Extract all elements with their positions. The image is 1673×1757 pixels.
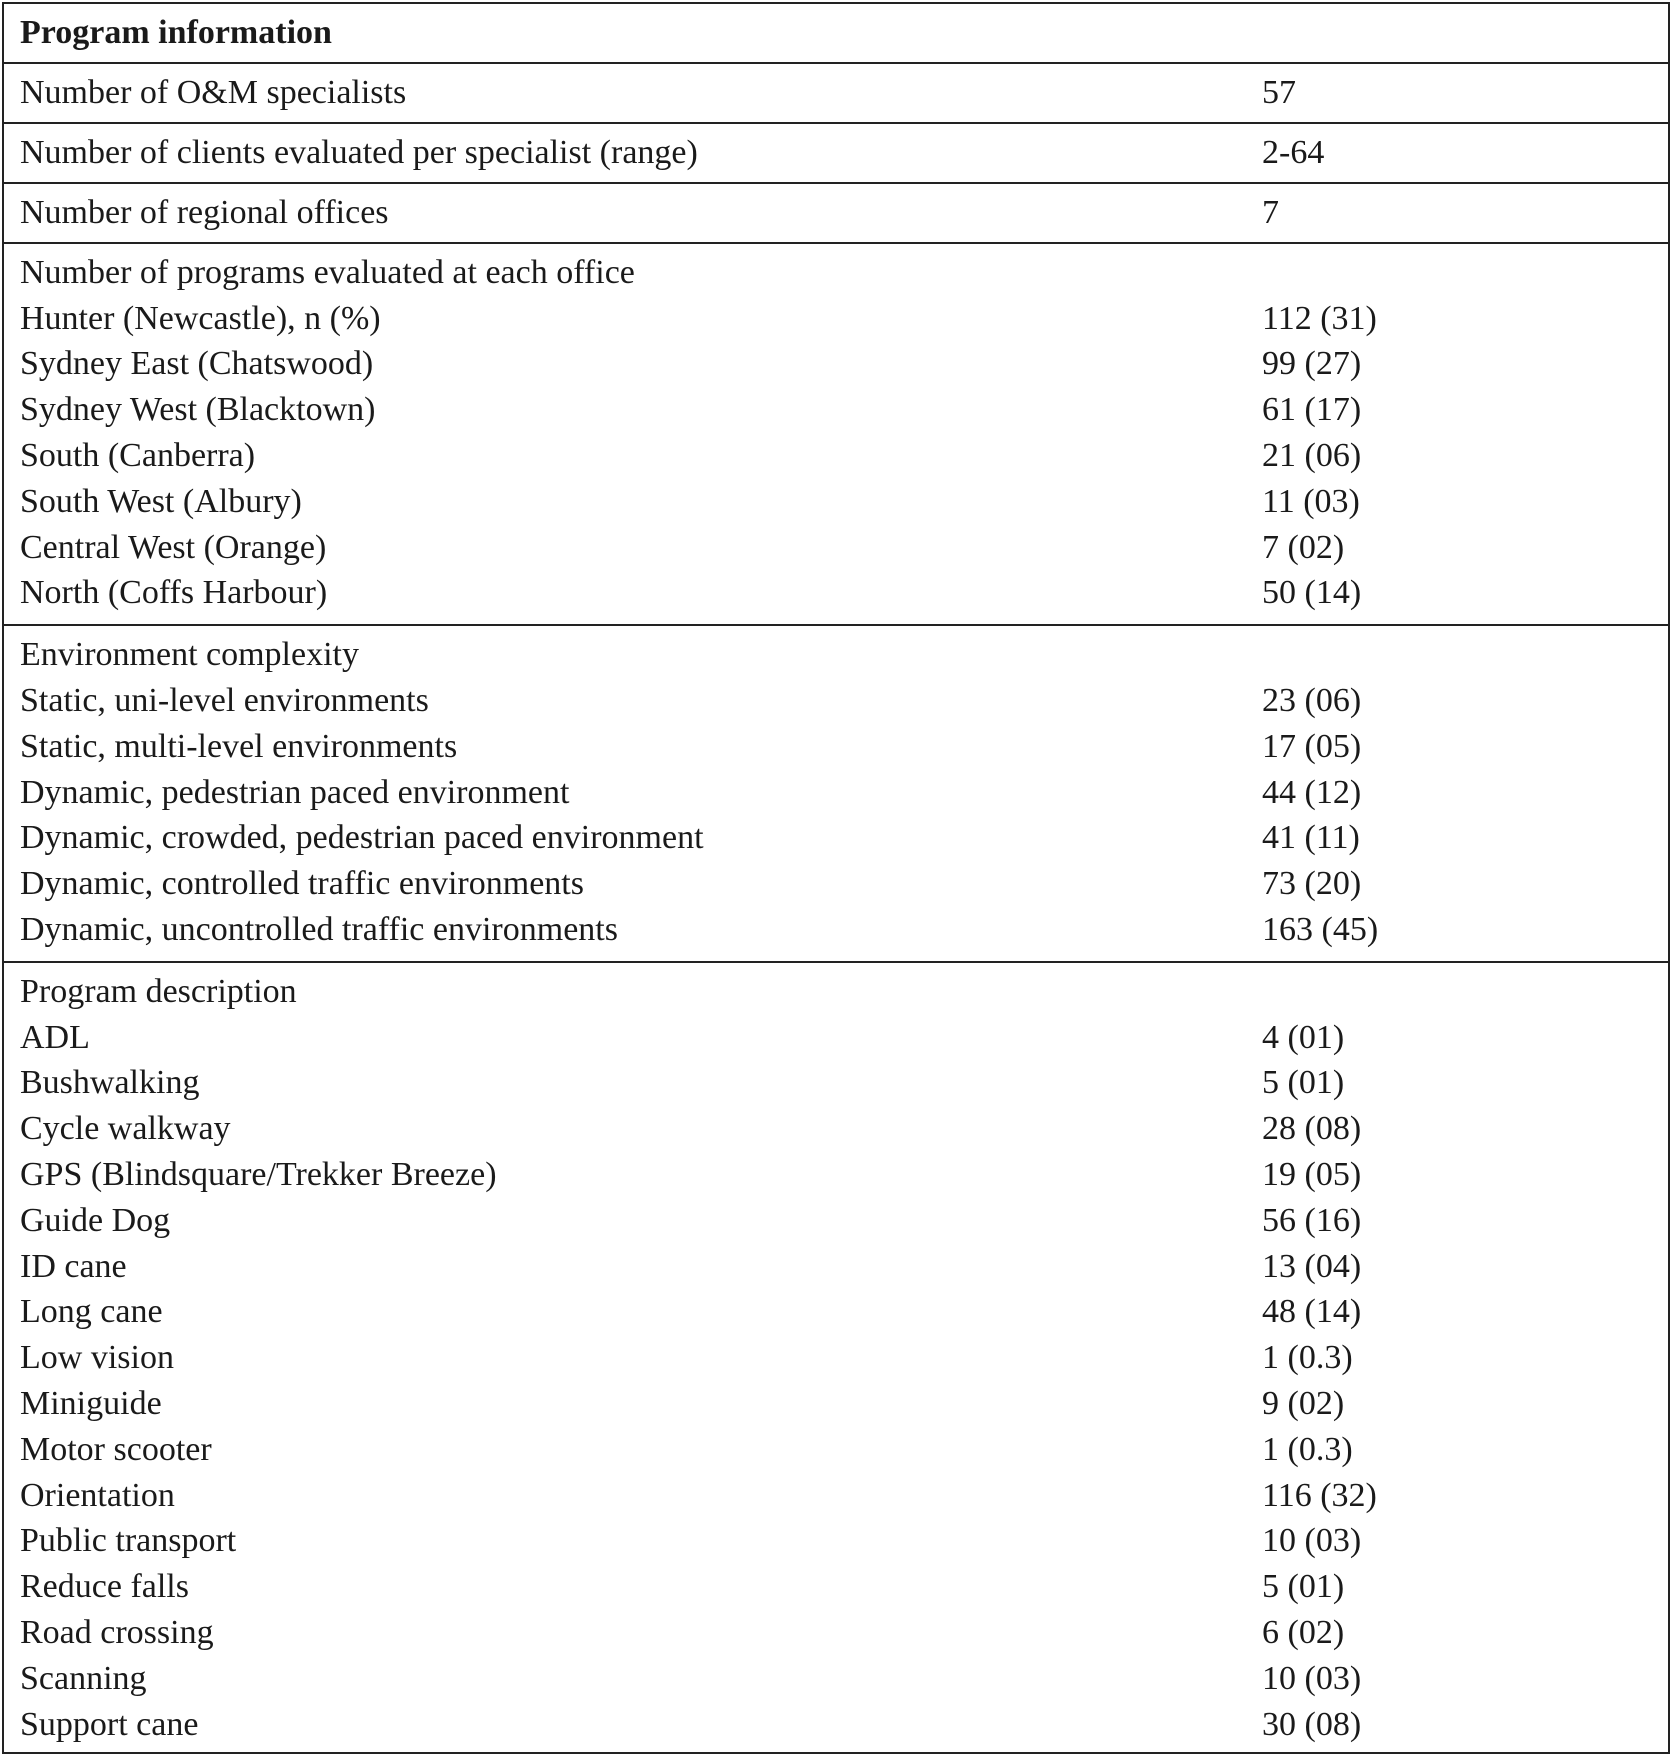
row-label: Guide Dog	[20, 1201, 171, 1239]
row-value: 116 (32)	[1262, 1476, 1377, 1514]
table-row	[20, 1519, 1668, 1565]
group-title-row	[20, 969, 1668, 1015]
row-label: Central West (Orange)	[20, 528, 327, 566]
row-label: Dynamic, uncontrolled traffic environments	[20, 911, 618, 949]
table-row	[20, 816, 1668, 862]
row-label: ADL	[20, 1018, 90, 1056]
row-value: 163 (45)	[1262, 911, 1379, 949]
row-value: 30 (08)	[1262, 1705, 1362, 1743]
row-content	[20, 184, 1668, 242]
table-row	[20, 1015, 1668, 1061]
row-value: 1 (0.3)	[1262, 1339, 1353, 1377]
row-label: Public transport	[20, 1522, 237, 1560]
row-value: 4 (01)	[1262, 1018, 1345, 1056]
table-row	[4, 184, 1668, 244]
row-label: Sydney West (Blacktown)	[20, 391, 376, 429]
row-value: 28 (08)	[1262, 1110, 1362, 1148]
table-header-title: Program information	[20, 14, 332, 51]
row-label: Static, uni-level environments	[20, 682, 429, 720]
row-label: Dynamic, crowded, pedestrian paced environment	[20, 819, 704, 857]
row-label: Sydney East (Chatswood)	[20, 345, 374, 383]
header-row	[20, 4, 1668, 62]
row-label: Hunter (Newcastle), n (%)	[20, 299, 381, 337]
row-label: Long cane	[20, 1293, 163, 1331]
row-label: Static, multi-level environments	[20, 727, 458, 765]
row-value: 50 (14)	[1262, 574, 1362, 612]
row-value: 21 (06)	[1262, 437, 1362, 475]
table-row	[20, 1152, 1668, 1198]
table-row	[20, 479, 1668, 525]
row-value: 99 (27)	[1262, 345, 1362, 383]
row-value: 5 (01)	[1262, 1568, 1345, 1606]
table-row	[20, 1473, 1668, 1519]
row-value: 17 (05)	[1262, 727, 1362, 765]
table-row	[20, 296, 1668, 342]
table-row	[4, 64, 1668, 124]
row-label: Road crossing	[20, 1614, 214, 1651]
row-value: 112 (31)	[1262, 299, 1377, 337]
row-value: 10 (03)	[1262, 1522, 1362, 1560]
table-row	[20, 1290, 1668, 1336]
table-row	[20, 387, 1668, 433]
row-value: 5 (01)	[1262, 1064, 1345, 1102]
row-label: Number of O&M specialists	[20, 74, 407, 111]
table-row	[20, 1564, 1668, 1610]
row-content	[20, 124, 1668, 182]
row-value: 9 (02)	[1262, 1385, 1345, 1423]
row-value: 56 (16)	[1262, 1201, 1362, 1239]
row-value: 48 (14)	[1262, 1293, 1362, 1331]
table-row	[20, 1061, 1668, 1107]
group-title-row	[20, 250, 1668, 296]
row-label: Motor scooter	[20, 1430, 212, 1468]
row-value: 10 (03)	[1262, 1659, 1362, 1697]
table-row	[20, 907, 1668, 953]
table-group	[4, 963, 1668, 1756]
group-title: Program description	[20, 972, 297, 1010]
table-row	[20, 1244, 1668, 1290]
row-value: 23 (06)	[1262, 682, 1362, 720]
row-label: ID cane	[20, 1247, 127, 1285]
table-group	[4, 244, 1668, 626]
group-title: Environment complexity	[20, 636, 359, 674]
table-row	[20, 571, 1668, 617]
row-value: 11 (03)	[1262, 482, 1360, 520]
row-value: 19 (05)	[1262, 1156, 1362, 1194]
table-row	[4, 124, 1668, 184]
group-title: Number of programs evaluated at each office	[20, 253, 635, 291]
table-group	[4, 626, 1668, 963]
row-label: Number of regional offices	[20, 194, 389, 231]
row-label: South (Canberra)	[20, 437, 256, 475]
row-label: Low vision	[20, 1339, 174, 1377]
row-label: Dynamic, pedestrian paced environment	[20, 773, 570, 811]
row-label: Orientation	[20, 1476, 175, 1514]
table-row	[20, 770, 1668, 816]
table-row	[20, 1610, 1668, 1656]
table-row	[20, 1702, 1668, 1748]
table-row	[20, 433, 1668, 479]
table-row	[20, 724, 1668, 770]
table-row	[20, 525, 1668, 571]
row-label: Miniguide	[20, 1385, 162, 1423]
row-value: 73 (20)	[1262, 865, 1362, 903]
table-row	[20, 1427, 1668, 1473]
row-value: 41 (11)	[1262, 819, 1360, 857]
row-label: Support cane	[20, 1705, 199, 1743]
table-row	[20, 342, 1668, 388]
table-row	[20, 678, 1668, 724]
table-row	[20, 1198, 1668, 1244]
table-row	[20, 1656, 1668, 1702]
row-value: 1 (0.3)	[1262, 1430, 1353, 1468]
group-title-row	[20, 632, 1668, 678]
row-value: 2-64	[1262, 134, 1325, 171]
row-label: Number of clients evaluated per specialist (range)	[20, 134, 698, 171]
row-value: 57	[1262, 74, 1296, 111]
row-label: Bushwalking	[20, 1064, 200, 1102]
row-value: 7	[1262, 194, 1279, 231]
program-information-table	[2, 2, 1670, 1754]
row-label: Scanning	[20, 1659, 147, 1697]
row-value: 44 (12)	[1262, 773, 1362, 811]
row-label: South West (Albury)	[20, 482, 302, 520]
row-value: 7 (02)	[1262, 528, 1345, 566]
row-label: North (Coffs Harbour)	[20, 574, 328, 612]
row-value: 13 (04)	[1262, 1247, 1362, 1285]
table-row	[20, 1335, 1668, 1381]
row-value: 61 (17)	[1262, 391, 1362, 429]
row-label: Cycle walkway	[20, 1110, 231, 1148]
row-value: 6 (02)	[1262, 1614, 1345, 1651]
row-label: GPS (Blindsquare/Trekker Breeze)	[20, 1156, 497, 1194]
table-row	[20, 1381, 1668, 1427]
table-row	[20, 861, 1668, 907]
table-row	[20, 1106, 1668, 1152]
table-header	[4, 4, 1668, 64]
row-content	[20, 64, 1668, 122]
row-label: Dynamic, controlled traffic environments	[20, 865, 584, 903]
row-label: Reduce falls	[20, 1568, 189, 1606]
